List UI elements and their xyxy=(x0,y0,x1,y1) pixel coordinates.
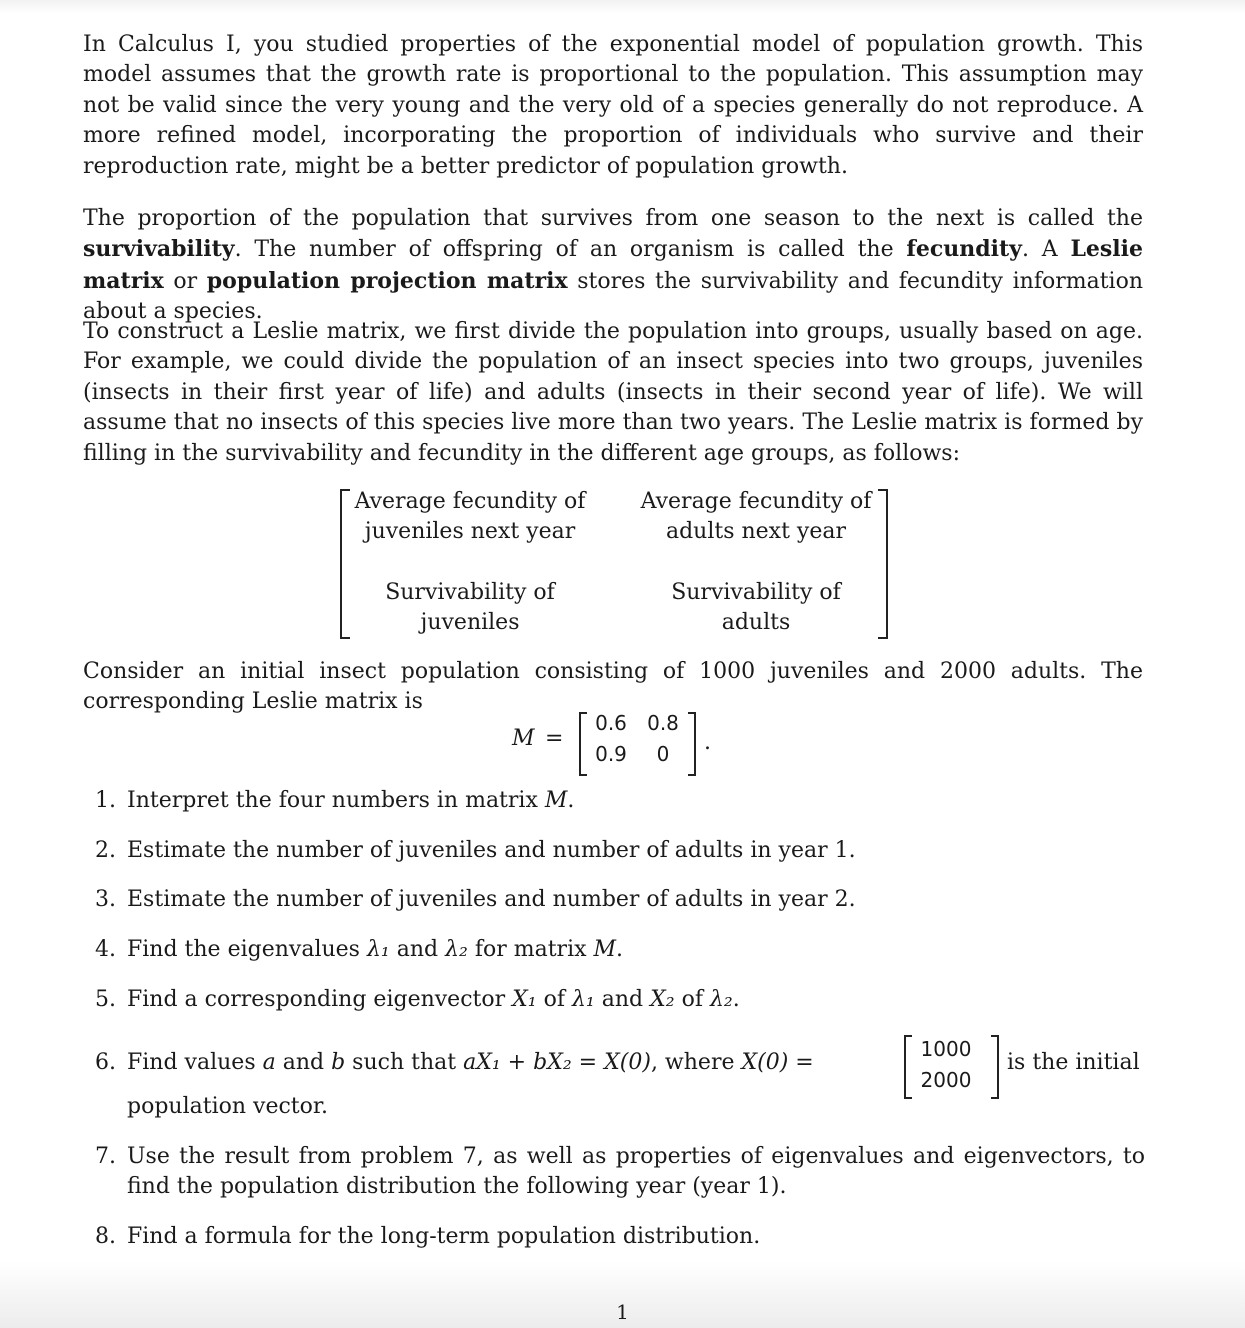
item-number: 5. xyxy=(95,987,116,1012)
right-bracket xyxy=(991,1035,999,1099)
math-symbol: aX₁ + bX₂ xyxy=(463,1050,572,1075)
cell-line: juveniles next year xyxy=(364,519,576,545)
math-symbol: X₂ xyxy=(650,987,675,1012)
item-text xyxy=(127,985,1145,1015)
intro-paragraph: In Calculus I, you studied properties of the exponential model of population growth. This model assumes that the growth rate is proportional to the population. This assumption may not be valid since the very young and the very old of a species generally do not reproduce. A more refined model, incorporating the proportion of individuals who survive and their reproduction rate, might be a better predictor of population growth. xyxy=(83,32,1143,179)
cell-adult-survivability xyxy=(626,578,886,639)
item-number: 7. xyxy=(95,1144,116,1169)
vector-entry: 1000 xyxy=(920,1037,972,1061)
item-number: 4. xyxy=(95,937,116,962)
item-text: Estimate the number of juveniles and number of adults in year 2. xyxy=(127,887,856,912)
term-leslie-matrix: Leslie matrix xyxy=(83,236,1144,294)
math-symbol: λ₂ xyxy=(445,937,468,962)
right-bracket xyxy=(688,712,696,776)
cell-line: Survivability of xyxy=(385,580,555,605)
cell-line: Survivability of xyxy=(671,580,841,605)
math-symbol: λ₂ xyxy=(709,987,733,1012)
matrix-entry: 0.6 xyxy=(595,711,627,735)
text-run: . xyxy=(567,788,575,813)
math-symbol: M xyxy=(544,788,568,813)
cell-line: Average fecundity of xyxy=(354,489,586,514)
matrix-entry: 0.8 xyxy=(647,711,679,735)
math-symbol: a xyxy=(262,1050,276,1075)
cell-line: adults xyxy=(721,610,791,636)
item-number: 6. xyxy=(95,1050,116,1075)
text-run: stores the survivability and fecundity information about a species. xyxy=(83,268,1143,325)
text-run: population vector. xyxy=(127,1094,328,1119)
cell-line: Average fecundity of xyxy=(640,489,872,514)
trailing-period: . xyxy=(704,730,711,755)
top-shadow xyxy=(0,0,1245,14)
item-text: Find a formula for the long-term population distribution. xyxy=(127,1224,761,1249)
item-text: Use the result from problem 7, as well as properties of eigenvalues and eigenvectors, to find the population distribution the following year (year 1). xyxy=(127,1144,1145,1200)
item-text xyxy=(127,786,1145,816)
cell-adult-fecundity xyxy=(626,487,886,548)
text-run: . xyxy=(732,987,740,1012)
text-run: Find the eigenvalues xyxy=(127,937,367,962)
text-run: . xyxy=(616,937,624,962)
text-run: and xyxy=(389,937,446,962)
text-run: of xyxy=(536,987,572,1012)
equals-sign: = xyxy=(545,726,564,751)
item-text: Estimate the number of juveniles and number of adults in year 1. xyxy=(127,838,856,863)
left-bracket xyxy=(579,712,587,776)
cell-line: adults next year xyxy=(665,519,847,545)
cell-line: juveniles xyxy=(420,610,520,636)
item-number: 3. xyxy=(95,887,116,912)
left-bracket xyxy=(904,1035,912,1099)
math-symbol: λ₁ xyxy=(366,937,390,962)
construction-paragraph: To construct a Leslie matrix, we first divide the population into groups, usually based on age. For example, we could divide the population of an insect species into two groups, juveniles (insects in their first year of life) and adults (insects in their second year of life). We will assume that no insects of this species live more than two years. The Leslie matrix is formed by filling in the survivability and fecundity in the different age groups, as follows: xyxy=(83,319,1143,466)
math-symbol: X₁ xyxy=(512,987,537,1012)
text-run: . The number of offspring of an organism is called the xyxy=(234,237,907,263)
math-symbol: b xyxy=(331,1050,346,1075)
term-population-projection-matrix: population projection matrix xyxy=(206,267,568,294)
text-run: for matrix xyxy=(467,937,594,962)
page-number: 1 xyxy=(616,1300,629,1324)
text-run: . A xyxy=(1021,237,1071,263)
text-run: The proportion of the population that survives from one season to the next is called the xyxy=(83,206,1143,231)
definitions-paragraph xyxy=(83,204,1143,328)
math-symbol: X(0) xyxy=(741,1050,789,1075)
item-text xyxy=(127,1048,887,1078)
text-run: and xyxy=(594,987,651,1012)
text-run: and xyxy=(275,1050,332,1075)
text-run: Find a corresponding eigenvector xyxy=(127,987,513,1012)
cell-juvenile-fecundity xyxy=(340,487,600,548)
math-symbol: M xyxy=(593,937,617,962)
item-number: 1. xyxy=(95,788,116,813)
matrix-label: M xyxy=(512,726,535,751)
text-run: is the initial xyxy=(1007,1050,1140,1075)
cell-juvenile-survivability xyxy=(340,578,600,639)
item-number: 2. xyxy=(95,838,116,863)
term-survivability: survivability xyxy=(83,236,235,263)
problem-item xyxy=(83,1037,1145,1128)
term-fecundity: fecundity xyxy=(906,236,1022,263)
text-run: = xyxy=(571,1050,605,1075)
matrix-entry: 0.9 xyxy=(595,742,627,766)
text-run: , where xyxy=(650,1050,742,1075)
text-run: or xyxy=(163,268,207,294)
matrix-entry: 0 xyxy=(656,742,670,766)
vector-entry: 2000 xyxy=(920,1068,972,1092)
math-symbol: λ₁ xyxy=(571,987,595,1012)
item-number: 8. xyxy=(95,1224,116,1249)
text-run: Find values xyxy=(127,1050,263,1075)
text-run: of xyxy=(674,987,710,1012)
initial-population-paragraph: Consider an initial insect population consisting of 1000 juveniles and 2000 adults. The corresponding Leslie matrix is xyxy=(83,659,1143,715)
math-symbol: X(0) xyxy=(604,1050,651,1075)
text-run: Interpret the four numbers in matrix xyxy=(127,788,545,813)
text-run: such that xyxy=(345,1050,464,1075)
item-text xyxy=(127,935,1145,965)
text-run: = xyxy=(788,1050,814,1075)
